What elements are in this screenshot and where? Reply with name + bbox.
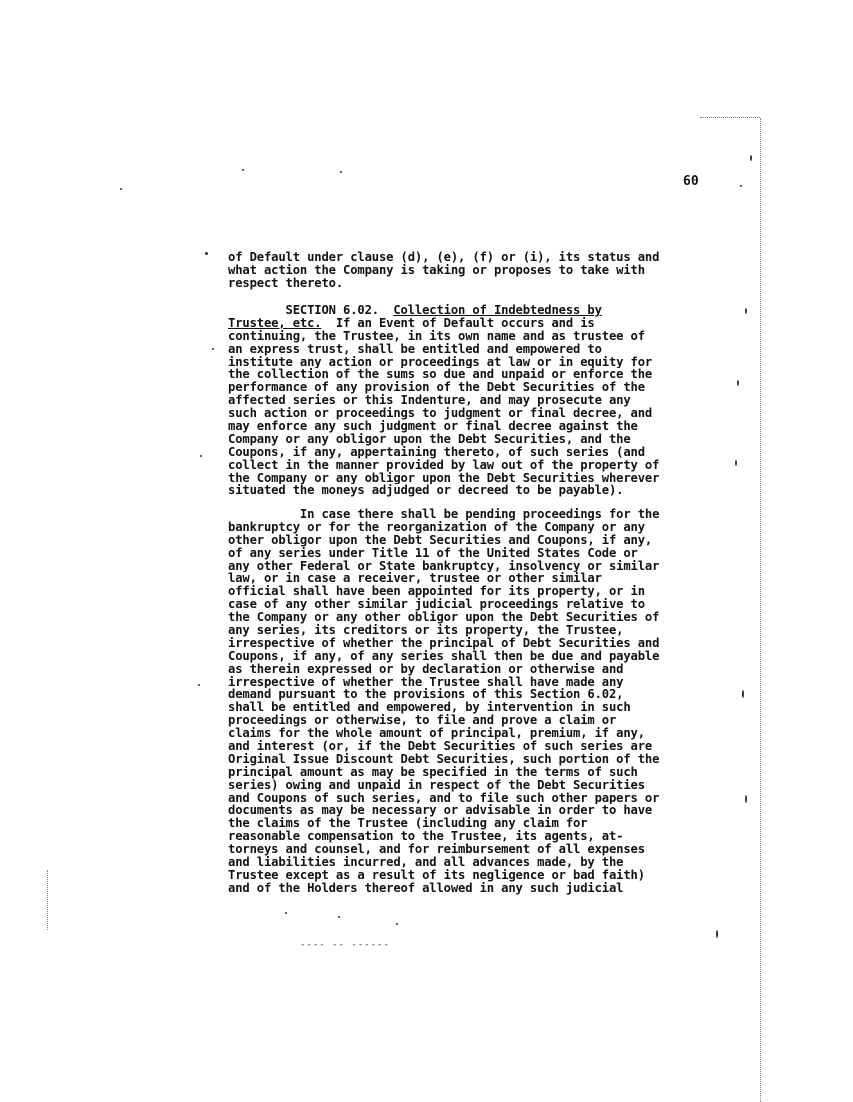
scan-speck <box>745 308 747 314</box>
text-line: bankruptcy or for the reorganization of the Company or any <box>228 520 645 534</box>
text-line: irrespective of whether the Trustee shall have made any <box>228 675 624 689</box>
scan-speck <box>285 912 287 914</box>
text-line: Company or any obligor upon the Debt Securities, and the <box>228 432 631 446</box>
text-line: Trustee except as a result of its negligence or bad faith) <box>228 868 645 882</box>
text-line: what action the Company is taking or proposes to take with <box>228 263 645 277</box>
scan-speck <box>338 916 340 918</box>
text-line: situated the moneys adjudged or decreed to be payable). <box>228 484 624 498</box>
text-line: Coupons, if any, appertaining thereto, of such series (and <box>228 445 645 459</box>
text-line: collect in the manner provided by law out of the property of <box>228 458 660 472</box>
text-line: and liabilities incurred, and all advances made, by the <box>228 856 624 869</box>
text-line: any other Federal or State bankruptcy, insolvency or similar <box>228 559 660 573</box>
text-line: the Company or any obligor upon the Debt Securities wherever <box>228 471 660 485</box>
scan-speck <box>120 188 122 190</box>
text-line: Trustee, etc. If an Event of Default occurs and is <box>228 316 595 330</box>
scan-speck <box>242 169 244 171</box>
text-line: Coupons, if any, of any series shall then be due and payable <box>228 649 660 663</box>
page-number: 60 <box>683 174 699 189</box>
text-line: the collection of the sums so due and unpaid or enforce the <box>228 368 653 382</box>
text-line: respect thereto. <box>228 276 343 290</box>
scan-speck <box>735 460 737 466</box>
text-line: reasonable compensation to the Trustee, its agents, at- <box>228 830 624 844</box>
scan-edge-left <box>47 870 49 930</box>
text-line: institute any action or proceedings at law or in equity for <box>228 355 653 369</box>
bankruptcy-proceedings-paragraph <box>228 508 704 895</box>
text-line: torneys and counsel, and for reimbursement of all expenses <box>228 843 645 857</box>
scan-speck <box>745 795 747 803</box>
text-line: series) owing and unpaid in respect of the Debt Securities <box>228 778 645 792</box>
text-line: of Default under clause (d), (e), (f) or (i), its status and <box>228 251 660 264</box>
scan-speck <box>198 684 200 686</box>
text-line: and of the Holders thereof allowed in any such judicial <box>228 881 624 895</box>
footer-mark: ---- -- ------ <box>300 940 390 950</box>
paragraph-default-status <box>228 251 704 290</box>
section-number: SECTION 6.02. <box>228 304 394 317</box>
scan-speck <box>200 455 202 457</box>
scan-speck <box>737 380 739 386</box>
scan-speck <box>396 923 398 925</box>
text-line: the Company or any other obligor upon the Debt Securities of <box>228 611 660 625</box>
text-line: and interest (or, if the Debt Securities of such series are <box>228 740 653 753</box>
scan-speck <box>750 155 752 161</box>
text-line: demand pursuant to the provisions of this Section 6.02, <box>228 688 624 702</box>
scan-edge-right <box>760 118 762 1102</box>
text-line: irrespective of whether the principal of Debt Securities and <box>228 636 660 650</box>
scan-speck <box>740 185 742 187</box>
section-heading-line <box>228 304 704 317</box>
text-line: proceedings or otherwise, to file and prove a claim or <box>228 714 617 728</box>
text-line: the claims of the Trustee (including any claim for <box>228 817 588 831</box>
text-line: other obligor upon the Debt Securities and Coupons, if any, <box>228 533 653 547</box>
text-line: claims for the whole amount of principal, premium, if any, <box>228 727 645 741</box>
text-line: continuing, the Trustee, in its own name and as trustee of <box>228 329 645 343</box>
text-line: performance of any provision of the Debt Securities of the <box>228 381 645 395</box>
scan-speck <box>742 690 744 698</box>
text-line: principal amount as may be specified in the terms of such <box>228 765 638 779</box>
text-line: law, or in case a receiver, trustee or other similar <box>228 572 602 586</box>
text-line: shall be entitled and empowered, by intervention in such <box>228 701 631 715</box>
text-line: an express trust, shall be entitled and empowered to <box>228 342 602 356</box>
section-title: Collection of Indebtedness by <box>393 304 602 317</box>
scan-speck <box>212 348 214 350</box>
text-line: such action or proceedings to judgment or final decree, and <box>228 407 653 421</box>
text-line: case of any other similar judicial proceedings relative to <box>228 598 645 612</box>
text-line: any series, its creditors or its property, the Trustee, <box>228 624 624 637</box>
text-line: documents as may be necessary or advisable in order to have <box>228 804 653 818</box>
text-line: may enforce any such judgment or final decree against the <box>228 420 638 433</box>
text-line: In case there shall be pending proceedings for the <box>228 508 660 521</box>
scan-speck <box>205 252 208 255</box>
text-line: of any series under Title 11 of the United States Code or <box>228 546 638 560</box>
text-line: affected series or this Indenture, and may prosecute any <box>228 394 631 408</box>
scan-speck <box>340 171 342 173</box>
section-title-continued: Trustee, etc. <box>228 316 322 330</box>
text-line: as therein expressed or by declaration or otherwise and <box>228 662 624 676</box>
scan-edge-top <box>700 117 760 119</box>
text-line: and Coupons of such series, and to file such other papers or <box>228 791 660 805</box>
text-line: Original Issue Discount Debt Securities, such portion of the <box>228 752 660 766</box>
section-6-02-paragraph <box>228 304 704 497</box>
scan-speck <box>716 930 718 938</box>
text-line: official shall have been appointed for its property, or in <box>228 585 645 599</box>
